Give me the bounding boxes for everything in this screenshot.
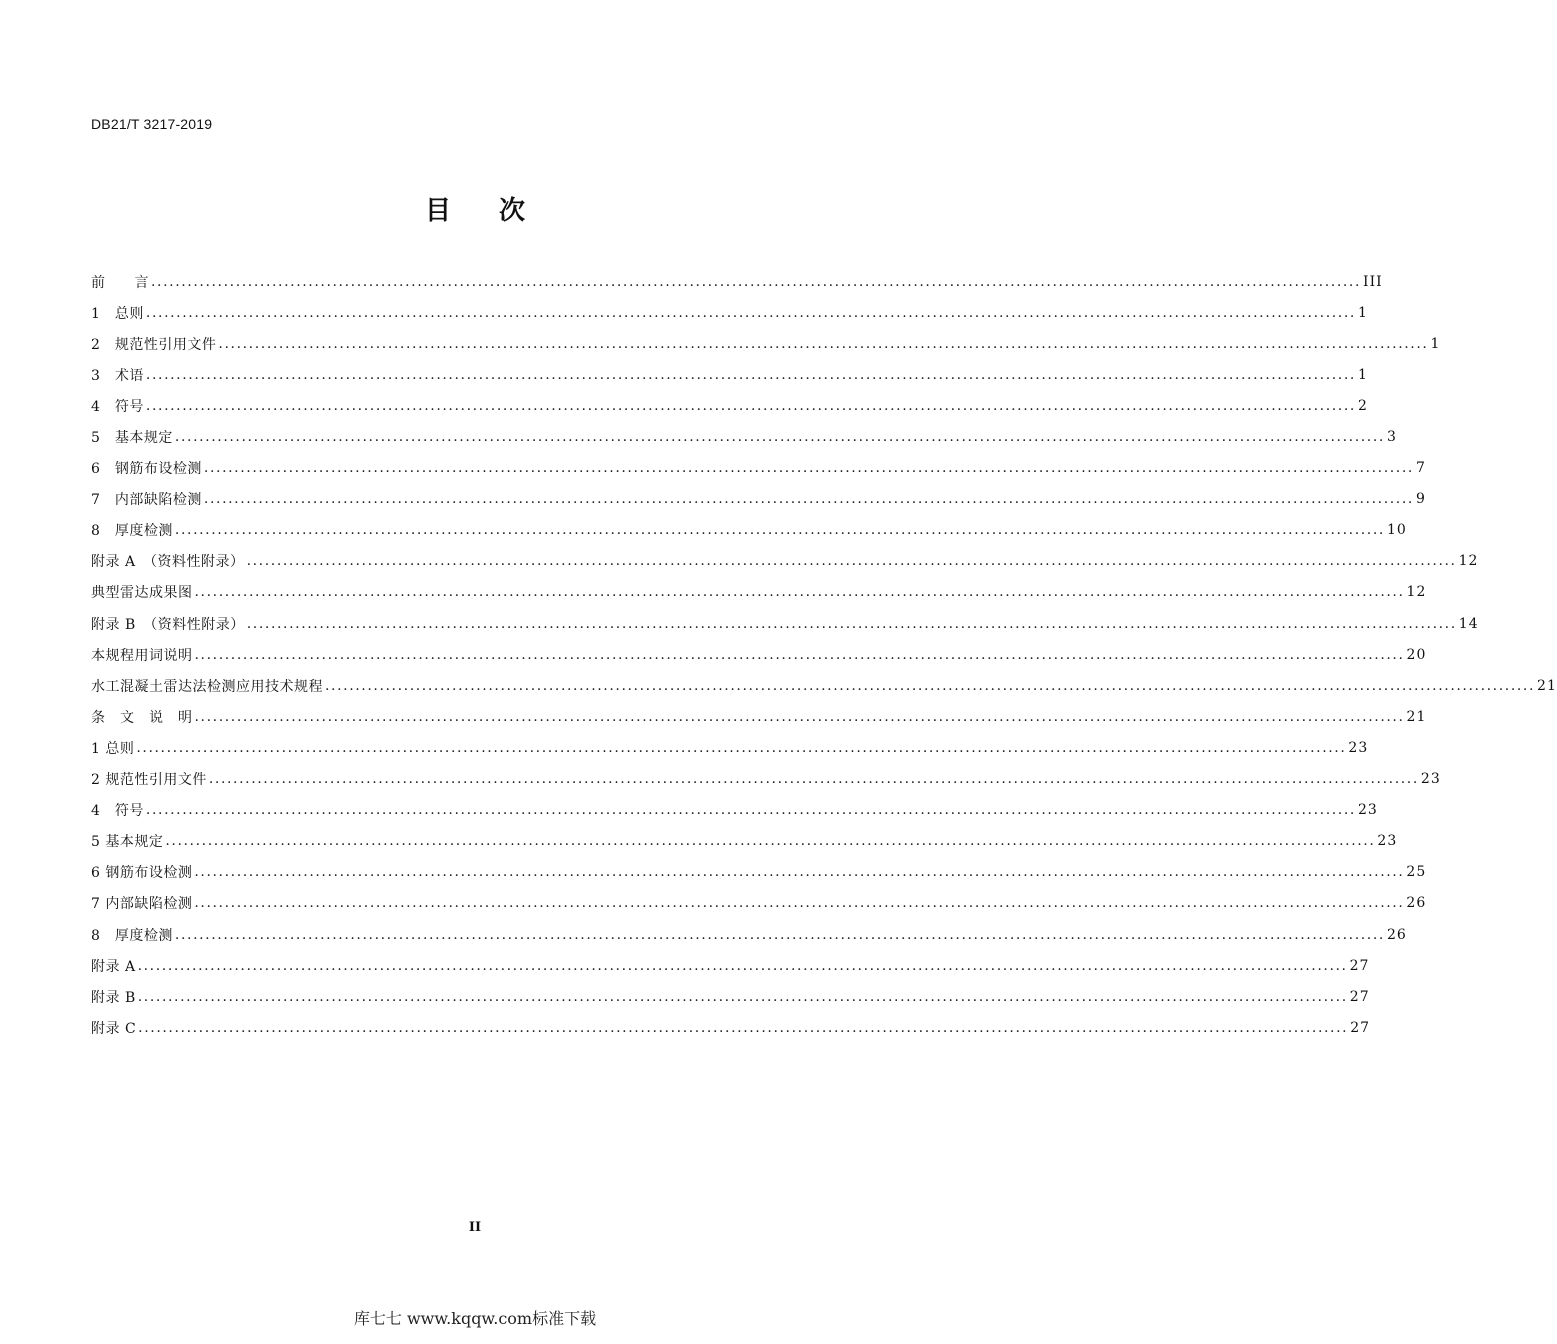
toc-entry[interactable] — [91, 981, 1370, 1012]
toc-entry-page: 2 — [1357, 397, 1368, 414]
toc-dot-leader: ........................................................................................................................................................................................................ — [137, 988, 1348, 1005]
toc-entry-page: 12 — [1406, 584, 1427, 601]
toc-dot-leader: ........................................................................................................................................................................................................ — [174, 429, 1385, 446]
toc-entry-label: 1 总则 — [91, 740, 135, 757]
toc-entry-page: 23 — [1348, 739, 1369, 756]
toc-dot-leader: ........................................................................................................................................................................................................ — [174, 522, 1385, 539]
toc-entry-label: 前 言 — [91, 274, 149, 291]
toc-dot-leader: ........................................................................................................................................................................................................ — [325, 677, 1536, 694]
toc-dot-leader: ........................................................................................................................................................................................................ — [136, 739, 1347, 756]
toc-entry-page: 21 — [1406, 708, 1427, 725]
toc-entry-page: 20 — [1406, 646, 1427, 663]
toc-entry-page: 12 — [1458, 553, 1479, 570]
toc-entry[interactable] — [91, 795, 1378, 826]
toc-entry-label: 附录 B （资料性附录） — [91, 616, 245, 633]
toc-entry-page: 27 — [1349, 957, 1370, 974]
toc-entry-label: 6 钢筋布设检测 — [91, 461, 202, 478]
toc-entry[interactable] — [91, 390, 1368, 421]
toc-dot-leader: ........................................................................................................................................................................................................ — [218, 335, 1429, 352]
toc-entry[interactable] — [91, 639, 1427, 670]
toc-dot-leader: ........................................................................................................................................................................................................ — [246, 615, 1457, 632]
toc-entry-label: 2 规范性引用文件 — [91, 772, 207, 789]
toc-entry-label: 7 内部缺陷检测 — [91, 896, 193, 913]
toc-entry-page: 25 — [1406, 864, 1427, 881]
table-of-contents — [91, 266, 1557, 1043]
toc-entry-label: 4 符号 — [91, 398, 144, 415]
toc-entry-page: 23 — [1420, 771, 1441, 788]
toc-entry-label: 附录 A （资料性附录） — [91, 554, 245, 571]
toc-dot-leader: ........................................................................................................................................................................................................ — [145, 366, 1356, 383]
toc-entry[interactable] — [91, 608, 1479, 639]
toc-entry-page: 1 — [1357, 366, 1368, 383]
toc-entry-label: 附录 B — [91, 989, 136, 1006]
toc-dot-leader: ........................................................................................................................................................................................................ — [194, 895, 1405, 912]
toc-dot-leader: ........................................................................................................................................................................................................ — [145, 304, 1356, 321]
toc-dot-leader: ........................................................................................................................................................................................................ — [145, 397, 1356, 414]
toc-entry[interactable] — [91, 484, 1426, 515]
toc-entry-label: 8 厚度检测 — [91, 927, 173, 944]
toc-entry[interactable] — [91, 670, 1557, 701]
toc-entry-page: 10 — [1386, 522, 1407, 539]
toc-entry[interactable] — [91, 577, 1427, 608]
toc-entry[interactable] — [91, 764, 1441, 795]
toc-entry-label: 6 钢筋布设检测 — [91, 865, 193, 882]
toc-entry-label: 4 符号 — [91, 803, 144, 820]
toc-entry[interactable] — [91, 888, 1427, 919]
toc-entry-page: 23 — [1357, 802, 1378, 819]
toc-entry-page: 27 — [1350, 1019, 1371, 1036]
toc-entry-label: 8 厚度检测 — [91, 523, 173, 540]
toc-entry-page: III — [1363, 273, 1383, 290]
toc-dot-leader: ........................................................................................................................................................................................................ — [174, 926, 1385, 943]
toc-entry-label: 水工混凝土雷达法检测应用技术规程 — [91, 678, 323, 695]
toc-dot-leader: ........................................................................................................................................................................................................ — [203, 460, 1414, 477]
toc-entry[interactable] — [91, 421, 1397, 452]
document-code: DB21/T 3217-2019 — [91, 116, 213, 132]
watermark-text: 库七七 www.kqqw.com标准下载 — [353, 1309, 597, 1328]
toc-entry[interactable] — [91, 266, 1383, 297]
toc-dot-leader: ........................................................................................................................................................................................................ — [151, 273, 1362, 290]
toc-entry-page: 23 — [1377, 833, 1398, 850]
toc-dot-leader: ........................................................................................................................................................................................................ — [194, 584, 1405, 601]
toc-entry[interactable] — [91, 857, 1427, 888]
toc-entry-page: 26 — [1406, 895, 1427, 912]
toc-entry-label: 3 术语 — [91, 367, 144, 384]
toc-entry-label: 附录 A — [91, 958, 136, 975]
page-title: 目次 — [424, 196, 573, 226]
toc-entry-page: 9 — [1415, 491, 1426, 508]
toc-entry-label: 本规程用词说明 — [91, 647, 193, 664]
toc-entry-label: 2 规范性引用文件 — [91, 336, 217, 353]
toc-entry[interactable] — [91, 919, 1407, 950]
toc-dot-leader: ........................................................................................................................................................................................................ — [208, 771, 1419, 788]
toc-entry-label: 5 基本规定 — [91, 430, 173, 447]
toc-dot-leader: ........................................................................................................................................................................................................ — [194, 708, 1405, 725]
toc-entry[interactable] — [91, 1012, 1371, 1043]
toc-dot-leader: ........................................................................................................................................................................................................ — [194, 864, 1405, 881]
toc-dot-leader: ........................................................................................................................................................................................................ — [194, 646, 1405, 663]
toc-dot-leader: ........................................................................................................................................................................................................ — [138, 1019, 1349, 1036]
toc-dot-leader: ........................................................................................................................................................................................................ — [246, 553, 1457, 570]
toc-entry[interactable] — [91, 701, 1427, 732]
toc-entry[interactable] — [91, 732, 1369, 763]
toc-entry[interactable] — [91, 453, 1426, 484]
toc-entry-label: 1 总则 — [91, 305, 144, 322]
toc-entry[interactable] — [91, 515, 1407, 546]
toc-entry-page: 27 — [1349, 988, 1370, 1005]
toc-entry-page: 3 — [1386, 429, 1397, 446]
toc-entry-label: 5 基本规定 — [91, 834, 164, 851]
toc-dot-leader: ........................................................................................................................................................................................................ — [203, 491, 1414, 508]
toc-entry[interactable] — [91, 297, 1368, 328]
toc-entry[interactable] — [91, 328, 1441, 359]
toc-entry[interactable] — [91, 950, 1370, 981]
toc-entry-label: 7 内部缺陷检测 — [91, 492, 202, 509]
toc-entry-page: 21 — [1537, 677, 1557, 694]
page-number: II — [468, 1220, 482, 1235]
toc-dot-leader: ........................................................................................................................................................................................................ — [145, 802, 1356, 819]
toc-entry-page: 14 — [1458, 615, 1479, 632]
toc-entry-page: 7 — [1415, 460, 1426, 477]
toc-dot-leader: ........................................................................................................................................................................................................ — [137, 957, 1348, 974]
toc-entry-label: 条 文 说 明 — [91, 709, 193, 726]
toc-dot-leader: ........................................................................................................................................................................................................ — [165, 833, 1376, 850]
toc-entry[interactable] — [91, 359, 1368, 390]
toc-entry-label: 典型雷达成果图 — [91, 585, 193, 602]
toc-entry[interactable] — [91, 546, 1479, 577]
toc-entry[interactable] — [91, 826, 1398, 857]
toc-entry-label: 附录 C — [91, 1020, 137, 1037]
toc-entry-page: 1 — [1430, 335, 1441, 352]
toc-entry-page: 1 — [1357, 304, 1368, 321]
toc-entry-page: 26 — [1386, 926, 1407, 943]
